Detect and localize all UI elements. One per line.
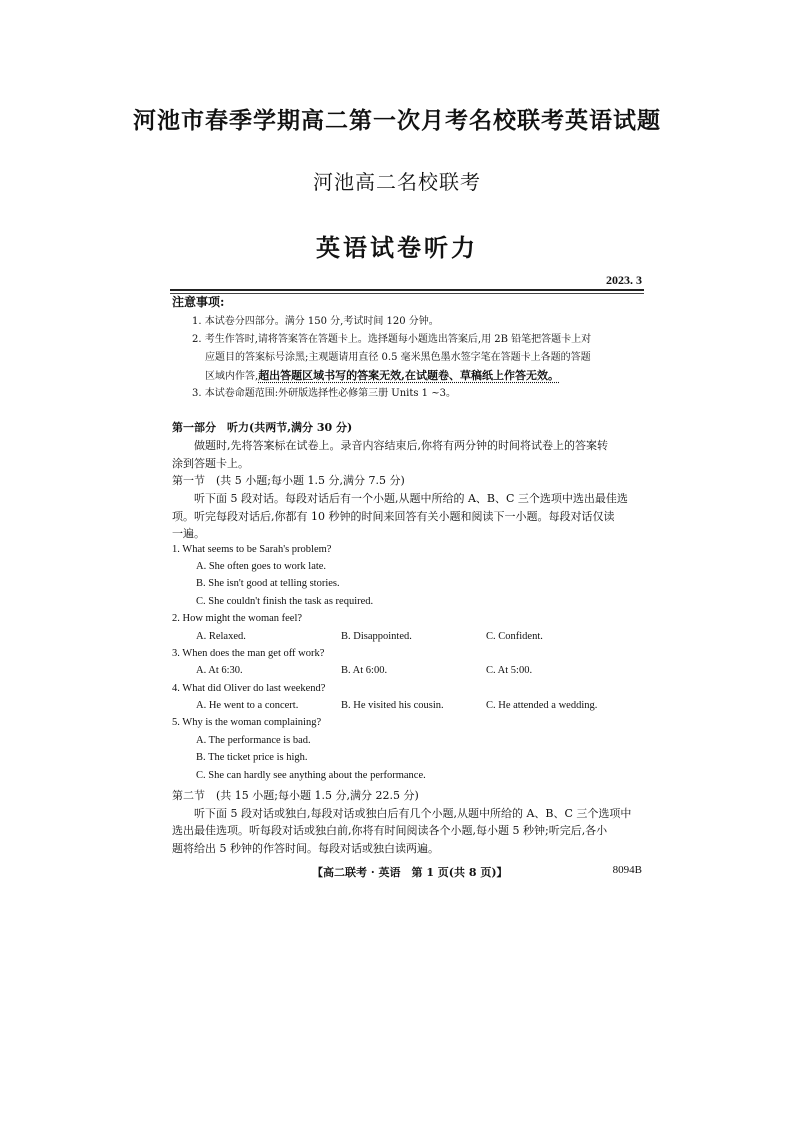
notice-item-2-line-2: 应题目的答案标号涂黑;主观题请用直径 0.5 毫米黑色墨水签字笔在答题卡上各题的答题 <box>205 352 591 363</box>
question-4: 4. What did Oliver do last weekend? <box>172 683 326 694</box>
section2-title: 第二节 (共 15 小题;每小题 1.5 分,满分 22.5 分) <box>172 789 419 802</box>
notice-item-2-line-3 <box>205 367 645 386</box>
question-2-option-c: C. Confident. <box>486 631 543 642</box>
part1-intro-line-2: 涂到答题卡上。 <box>172 457 249 470</box>
section2-intro-line-2: 选出最佳选项。听每段对话或独白前,你将有时间阅读各个小题,每小题 5 秒钟;听完后,各小 <box>172 824 608 837</box>
notice-item-2-prefix: 区域内作答, <box>205 371 259 382</box>
question-1-option-a: A. She often goes to work late. <box>196 561 327 572</box>
question-3-option-a: A. At 6:30. <box>196 665 243 676</box>
notice-item-2-line-1: 2. 考生作答时,请将答案答在答题卡上。选择题每小题选出答案后,用 2B 铅笔把答题卡上对 <box>192 334 592 345</box>
section1-intro-line-1: 听下面 5 段对话。每段对话后有一个小题,从题中所给的 A、B、C 三个选项中选出最佳选 <box>194 492 628 505</box>
question-1-option-b: B. She isn't good at telling stories. <box>196 578 340 589</box>
section2-intro-line-3: 题将给出 5 秒钟的作答时间。每段对话或独白读两遍。 <box>172 842 439 855</box>
notice-item-1: 1. 本试卷分四部分。满分 150 分,考试时间 120 分钟。 <box>192 316 439 327</box>
question-5-option-b: B. The ticket price is high. <box>196 752 308 763</box>
question-3-option-b: B. At 6:00. <box>341 665 388 676</box>
notice-item-2-emphasis: 超出答题区域书写的答案无效,在试题卷、草稿纸上作答无效。 <box>258 369 560 382</box>
question-2-option-a: A. Relaxed. <box>196 631 246 642</box>
question-1: 1. What seems to be Sarah's problem? <box>172 544 332 555</box>
section2-intro-line-1: 听下面 5 段对话或独白,每段对话或独白后有几个小题,从题中所给的 A、B、C 三个选项中 <box>194 807 632 820</box>
section1-intro-line-3: 一遍。 <box>172 527 205 540</box>
footer-code: 8094B <box>612 864 642 876</box>
section1-title: 第一节 (共 5 小题;每小题 1.5 分,满分 7.5 分) <box>172 474 405 487</box>
exam-subtitle: 河池高二名校联考 <box>313 170 481 194</box>
footer-page-info: 【高二联考 · 英语 第 1 页(共 8 页)】 <box>312 866 508 879</box>
part1-intro-line-1: 做题时,先将答案标在试卷上。录音内容结束后,你将有两分钟的时间将试卷上的答案转 <box>194 439 608 452</box>
question-4-option-a: A. He went to a concert. <box>196 700 299 711</box>
question-3-option-c: C. At 5:00. <box>486 665 533 676</box>
question-4-option-c: C. He attended a wedding. <box>486 700 598 711</box>
question-5: 5. Why is the woman complaining? <box>172 717 322 728</box>
notice-item-3: 3. 本试卷命题范围:外研版选择性必修第三册 Units 1 ~3。 <box>192 388 456 399</box>
question-4-option-b: B. He visited his cousin. <box>341 700 444 711</box>
document-title: 河池市春季学期高二第一次月考名校联考英语试题 <box>133 107 661 134</box>
notice-heading: 注意事项: <box>172 295 225 309</box>
question-5-option-c: C. She can hardly see anything about the performance. <box>196 770 426 781</box>
part1-title: 第一部分 听力(共两节,满分 30 分) <box>172 421 353 434</box>
question-2-option-b: B. Disappointed. <box>341 631 412 642</box>
question-5-option-a: A. The performance is bad. <box>196 735 311 746</box>
section1-intro-line-2: 项。听完每段对话后,你都有 10 秒钟的时间来回答有关小题和阅读下一小题。每段对话仅读 <box>172 510 615 523</box>
question-3: 3. When does the man get off work? <box>172 648 325 659</box>
exam-date: 2023. 3 <box>606 273 642 287</box>
paper-title: 英语试卷听力 <box>316 233 478 262</box>
question-2: 2. How might the woman feel? <box>172 613 303 624</box>
question-1-option-c: C. She couldn't finish the task as required. <box>196 596 374 607</box>
header-rule <box>170 289 644 291</box>
